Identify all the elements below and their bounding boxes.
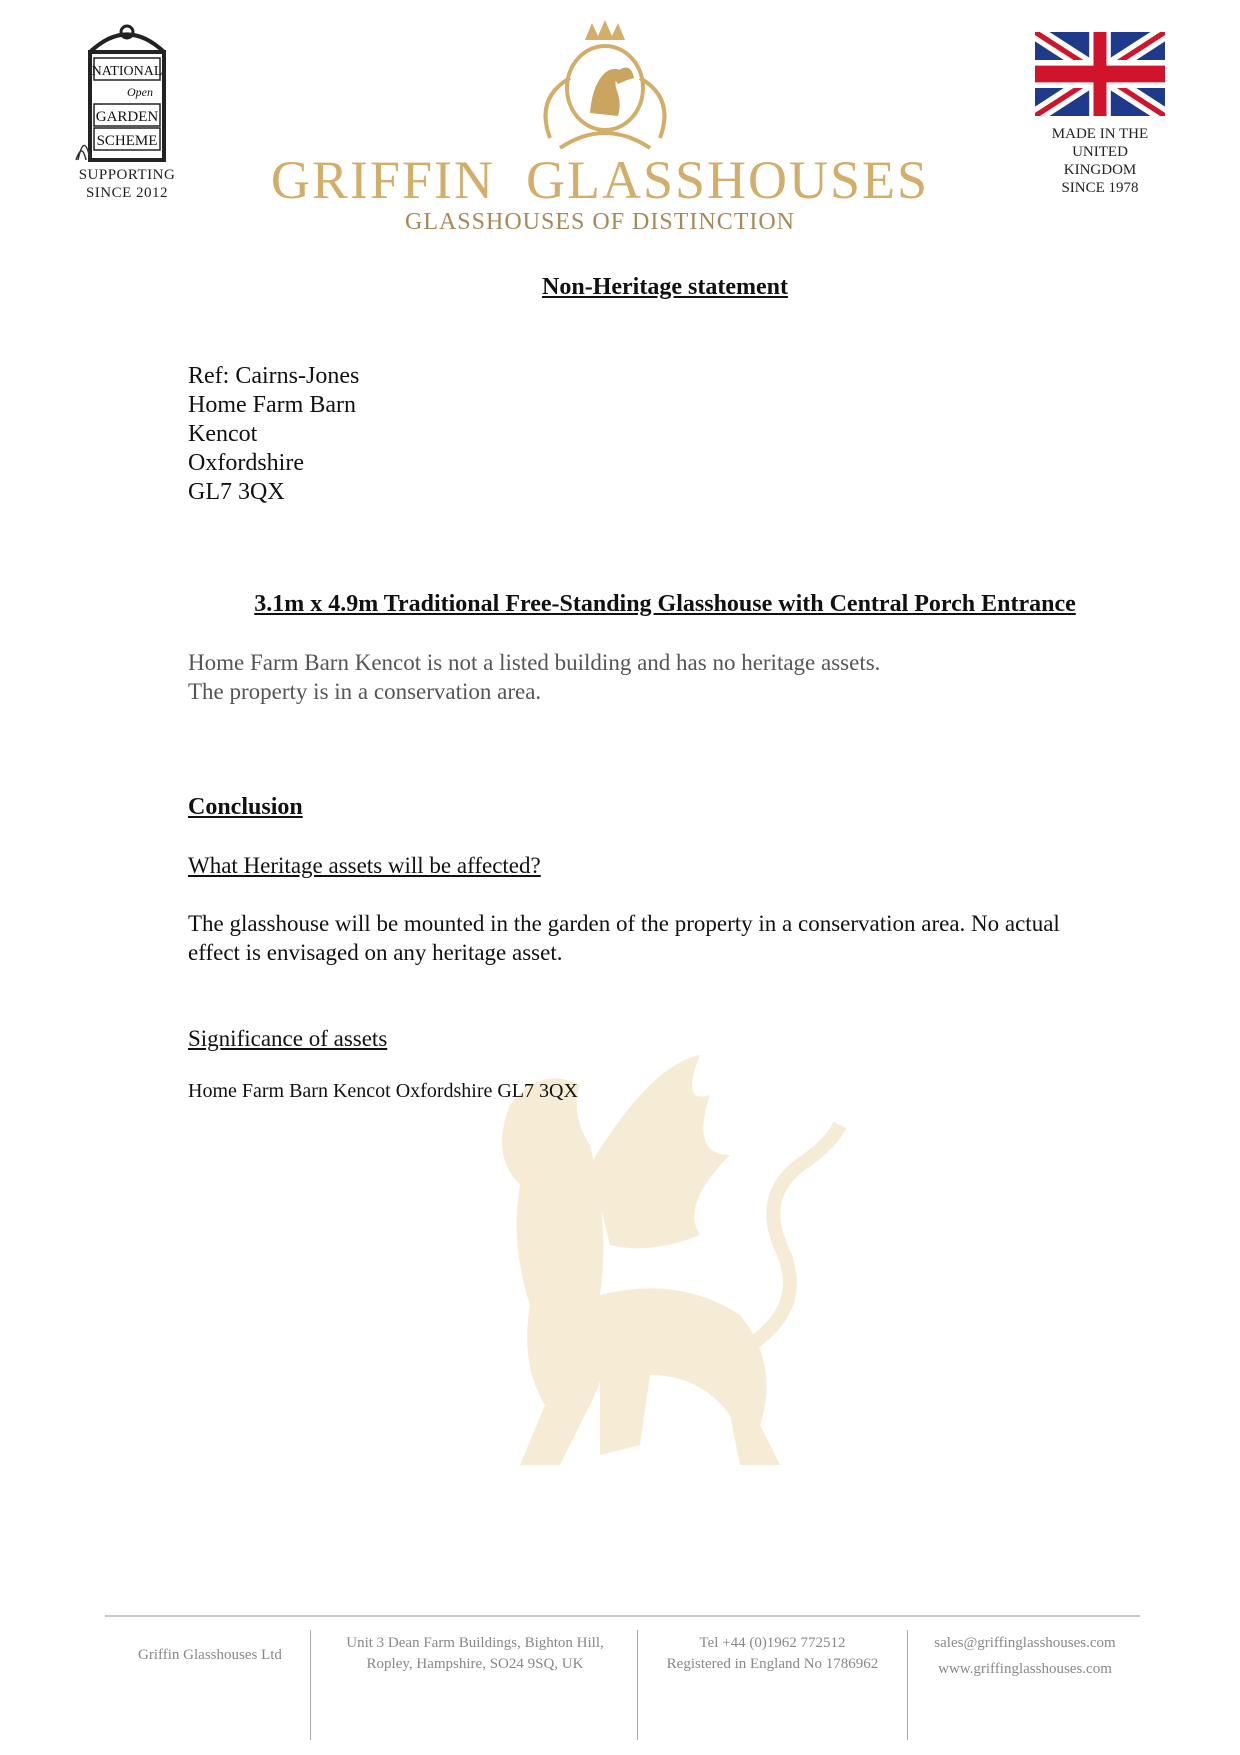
ngs-word-1: NATIONAL <box>91 64 163 79</box>
footer-registration <box>640 1633 905 1675</box>
flag-caption-line: KINGDOM <box>1063 162 1137 178</box>
national-garden-scheme-logo <box>72 22 182 162</box>
footer-column-divider <box>637 1630 638 1740</box>
ngs-caption <box>62 166 192 202</box>
question-heading: What Heritage assets will be affected? <box>188 853 541 878</box>
footer-website-link[interactable]: www.griffinglasshouses.com <box>938 1661 1112 1677</box>
intro-line: Home Farm Barn Kencot is not a listed building and has no heritage assets. <box>188 650 881 675</box>
made-in-uk-caption <box>1030 125 1170 197</box>
significance-heading: Significance of assets <box>188 1026 388 1051</box>
intro-line: The property is in a conservation area. <box>188 679 542 704</box>
flag-caption-line: SINCE 1978 <box>1061 180 1139 196</box>
ngs-word-2: Open <box>127 85 153 99</box>
footer-column-divider <box>907 1630 908 1740</box>
address-line: GL7 3QX <box>188 479 285 505</box>
address-line: Oxfordshire <box>188 450 304 476</box>
footer-contact <box>910 1630 1140 1682</box>
address-line: Home Farm Barn <box>188 392 356 418</box>
footer-company-name: Griffin Glasshouses Ltd <box>138 1647 282 1663</box>
footer-reg-number: Registered in England No 1786962 <box>666 1656 879 1672</box>
brand-tagline: GLASSHOUSES OF DISTINCTION <box>404 209 796 235</box>
footer-company <box>110 1645 310 1666</box>
ngs-caption-line: SINCE 2012 <box>85 185 169 201</box>
union-flag-icon <box>1035 32 1165 116</box>
ngs-caption-line: SUPPORTING <box>78 167 176 183</box>
footer-divider <box>105 1615 1140 1617</box>
address-line: Kencot <box>188 421 258 447</box>
footer-phone: Tel +44 (0)1962 772512 <box>699 1635 846 1651</box>
ngs-word-4: SCHEME <box>96 133 158 149</box>
significance-text: Home Farm Barn Kencot Oxfordshire GL7 3QX <box>188 1080 578 1102</box>
ngs-word-3: GARDEN <box>95 109 159 125</box>
griffin-watermark-icon <box>450 1045 870 1485</box>
footer-column-divider <box>310 1630 311 1740</box>
footer-address-line: Ropley, Hampshire, SO24 9SQ, UK <box>366 1656 584 1672</box>
conclusion-heading: Conclusion <box>188 794 303 820</box>
answer-line: effect is envisaged on any heritage asset. <box>188 940 563 965</box>
answer-line: The glasshouse will be mounted in the garden of the property in a conservation area. No actual <box>188 911 1060 936</box>
brand-name: GRIFFIN GLASSHOUSES <box>270 150 930 210</box>
flag-caption-line: MADE IN THE <box>1051 126 1149 142</box>
document-title: Non-Heritage statement <box>542 274 788 300</box>
flag-caption-line: UNITED <box>1072 144 1128 160</box>
answer-paragraph <box>188 909 1060 967</box>
intro-paragraph <box>188 648 880 706</box>
footer-address-line: Unit 3 Dean Farm Buildings, Bighton Hill, <box>346 1635 604 1651</box>
address-block <box>188 362 359 507</box>
footer-address <box>315 1633 635 1675</box>
griffin-crest-icon <box>530 18 680 158</box>
footer-email-link[interactable]: sales@griffinglasshouses.com <box>934 1635 1116 1651</box>
project-title: 3.1m x 4.9m Traditional Free-Standing Glasshouse with Central Porch Entrance <box>254 591 1076 617</box>
address-line: Ref: Cairns-Jones <box>188 363 360 389</box>
